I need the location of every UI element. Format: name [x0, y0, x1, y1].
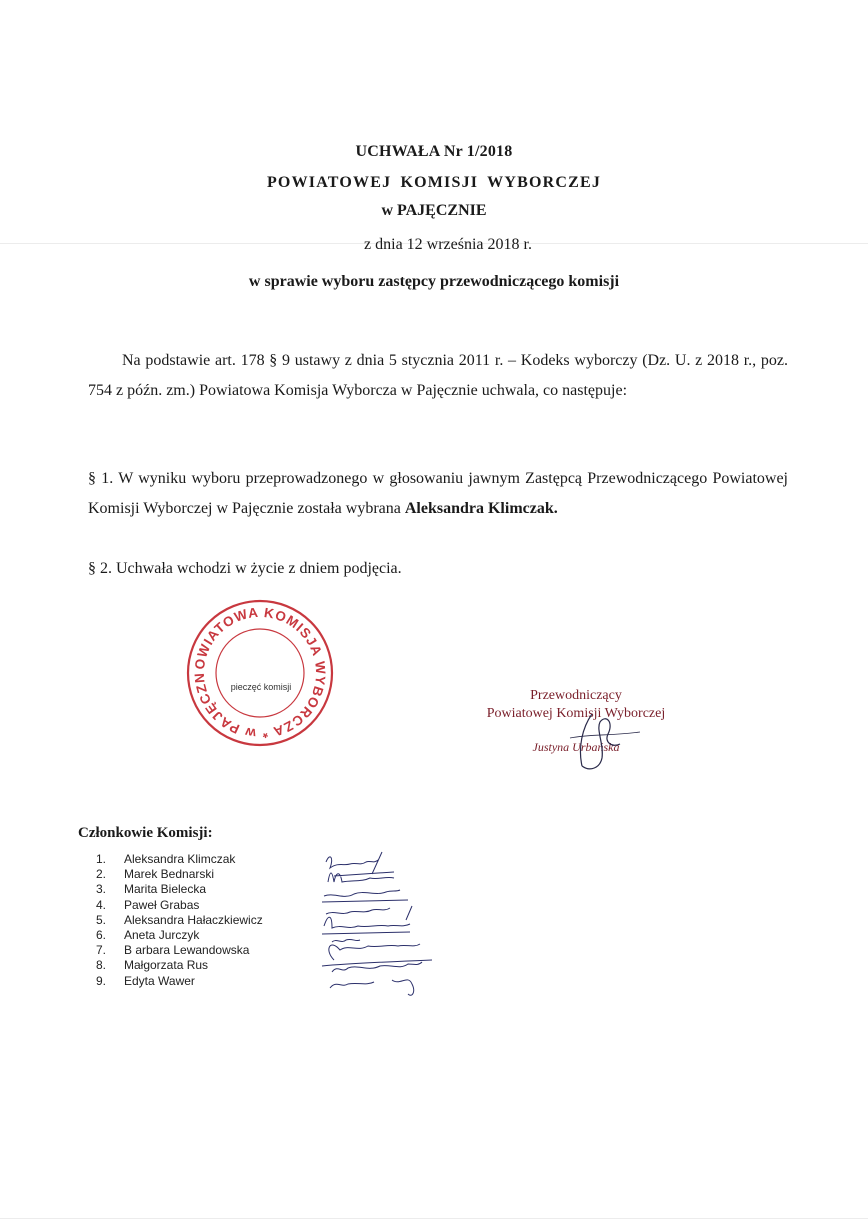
members-signatures	[312, 846, 452, 996]
signature-scribble	[560, 708, 650, 778]
resolution-subject: w sprawie wyboru zastępcy przewodniczącego komisji	[248, 273, 620, 290]
list-item: 2. Marek Bednarski	[96, 867, 215, 882]
members-heading: Członkowie Komisji:	[78, 825, 213, 841]
scan-artifact-line	[0, 1218, 868, 1219]
chairman-signature	[560, 708, 650, 778]
stamp-graphic	[185, 598, 335, 748]
commission-stamp	[185, 598, 335, 748]
stamp-ring-text: OWIATOWA KOMISJA WYBORCZA * w PAJĘCZN	[191, 604, 329, 742]
section-2-text: § 2. Uchwała wchodzi w życie z dniem podjęcia.	[88, 560, 402, 577]
elected-person-name: Aleksandra Klimczak.	[404, 500, 558, 517]
list-item: 4. Paweł Grabas	[96, 897, 200, 912]
stamp-inner-ring	[216, 629, 304, 717]
members-list	[96, 852, 263, 989]
list-item: 3. Marita Bielecka	[96, 882, 207, 897]
stamp-center-label: pieczęć komisji	[230, 682, 292, 692]
resolution-title: UCHWAŁA Nr 1/2018	[355, 143, 513, 160]
list-item: 9. Edyta Wawer	[96, 973, 195, 988]
list-item: 8. Małgorzata Rus	[96, 958, 209, 973]
stamp-outer-ring	[188, 601, 332, 745]
chairman-organization: Powiatowej Komisji Wyborczej	[486, 706, 666, 721]
legal-basis-paragraph	[88, 346, 788, 406]
list-item: 1. Aleksandra Klimczak	[96, 852, 236, 866]
signatures-scribbles	[312, 846, 452, 996]
commission-name: POWIATOWEJ KOMISJI WYBORCZEJ	[266, 174, 602, 191]
section-1-text: § 1. W wyniku wyboru przeprowadzonego w głosowaniu jawnym Zastępcą Przewodniczącego Powiatowej Komisji Wyborczej w Pajęcznie została wybrana	[88, 470, 788, 517]
legal-basis-text: Na podstawie art. 178 § 9 ustawy z dnia 5 stycznia 2011 r. – Kodeks wyborczy (Dz. U. z 2018 r., poz. 754 z późn. zm.) Powiatowa Komisja Wyborcza w Pajęcznie uchwala, co następuje:	[88, 352, 788, 399]
list-item: 5. Aleksandra Hałaczkiewicz	[96, 912, 263, 927]
resolution-date: z dnia 12 września 2018 r.	[364, 236, 532, 253]
section-1-paragraph	[88, 464, 788, 524]
chairman-title: Przewodniczący	[530, 688, 622, 703]
section-2-paragraph	[88, 554, 788, 584]
list-item: 6. Aneta Jurczyk	[96, 927, 200, 942]
chairman-name: Justyna Urbańska	[532, 740, 620, 754]
list-item: 7. B arbara Lewandowska	[96, 943, 250, 958]
commission-place: w PAJĘCZNIE	[381, 202, 487, 219]
